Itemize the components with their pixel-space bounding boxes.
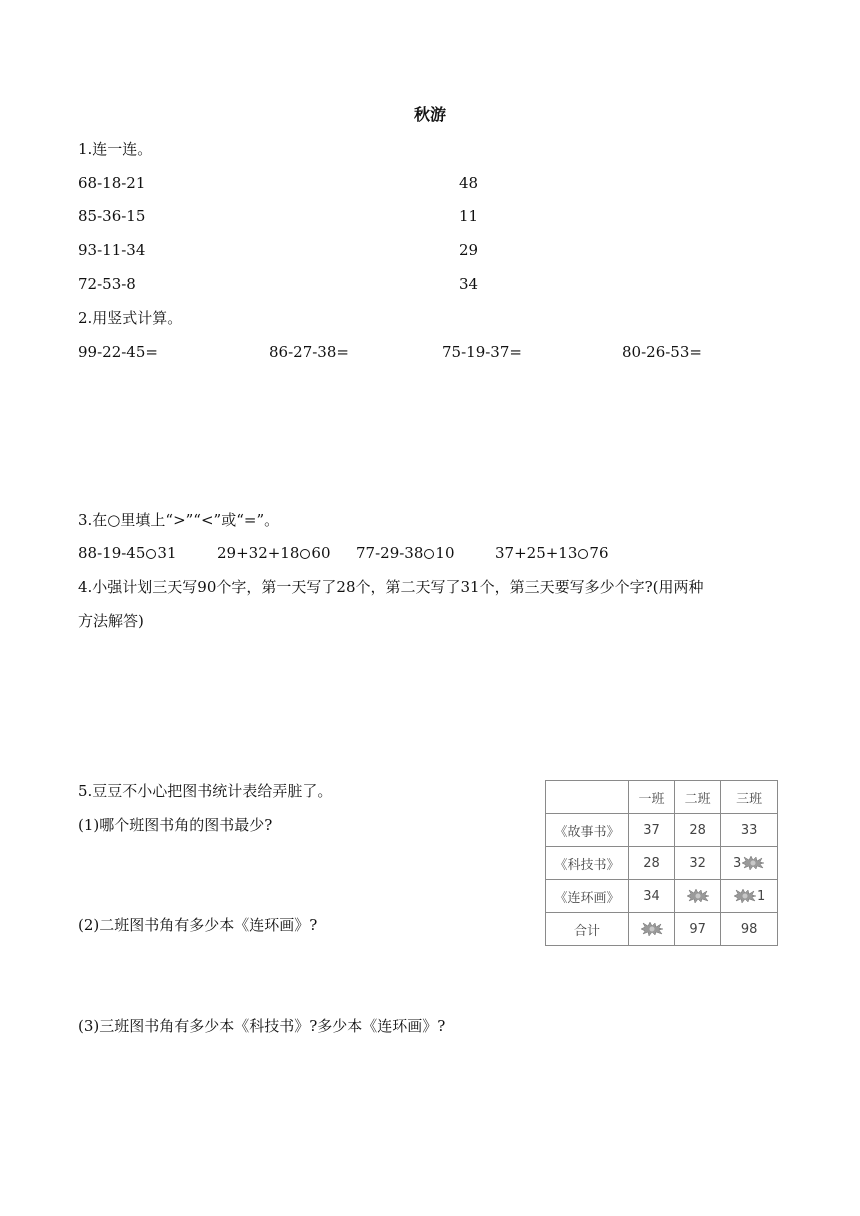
table-row — [546, 847, 778, 880]
table-row — [546, 913, 778, 946]
q2-item: 75-19-37= — [442, 343, 522, 361]
q5-sub-question-2: (2)二班图书角有多少本《连环画》? — [78, 916, 318, 934]
q1-right-item: 11 — [459, 207, 479, 225]
q1-right-item: 29 — [459, 241, 479, 259]
column-header: 二班 — [675, 781, 721, 814]
table-cell: 97 — [675, 913, 721, 946]
q3-item — [356, 543, 455, 563]
q3-value: 60 — [311, 544, 331, 562]
q4-text-continued: 方法解答) — [78, 612, 144, 630]
compare-circle[interactable] — [424, 549, 434, 559]
q4-text: 4.小强计划三天写90个字，第一天写了28个，第二天写了31个，第三天要写多少个字?(用两种 — [78, 578, 704, 596]
q5-sub-question-3: (3)三班图书角有多少本《科技书》?多少本《连环画》? — [78, 1017, 446, 1035]
q3-value: 10 — [435, 544, 455, 562]
q2-item: 80-26-53= — [622, 343, 702, 361]
table-cell-smudged — [675, 880, 721, 913]
q2-item: 99-22-45= — [78, 343, 158, 361]
table-cell-smudged — [721, 880, 778, 913]
table-cell-digit: 1 — [756, 888, 766, 904]
table-cell: 37 — [629, 814, 675, 847]
q1-left-item: 85-36-15 — [78, 207, 146, 225]
q2-label: 2.用竖式计算。 — [78, 309, 183, 327]
q3-item — [495, 543, 609, 563]
q1-right-item: 48 — [459, 174, 479, 192]
q3-expression: 37+25+13 — [495, 544, 578, 562]
table-header-row — [546, 781, 778, 814]
page-title: 秋游 — [413, 105, 446, 124]
column-header: 三班 — [721, 781, 778, 814]
q3-item — [78, 543, 177, 563]
q5-label: 5.豆豆不小心把图书统计表给弄脏了。 — [78, 782, 333, 800]
row-header: 合计 — [546, 913, 629, 946]
table-cell-smudged — [721, 847, 778, 880]
table-cell: 28 — [629, 847, 675, 880]
q1-left-item: 68-18-21 — [78, 174, 146, 192]
table-row — [546, 814, 778, 847]
q3-value: 76 — [589, 544, 609, 562]
q1-left-item: 93-11-34 — [78, 241, 146, 259]
q2-item: 86-27-38= — [269, 343, 349, 361]
ink-splat-icon — [741, 856, 765, 870]
ink-splat-icon — [733, 889, 757, 903]
table-cell: 28 — [675, 814, 721, 847]
table-row — [546, 880, 778, 913]
q5-sub-question-1: (1)哪个班图书角的图书最少? — [78, 816, 273, 834]
q3-expression: 77-29-38 — [356, 544, 424, 562]
table-cell-digit: 3 — [732, 855, 742, 871]
table-cell: 32 — [675, 847, 721, 880]
table-cell: 33 — [721, 814, 778, 847]
q1-right-item: 34 — [459, 275, 479, 293]
table-corner-cell — [546, 781, 629, 814]
book-stats-table — [545, 780, 778, 946]
q1-label: 1.连一连。 — [78, 140, 153, 158]
ink-splat-icon — [686, 889, 710, 903]
q3-label: 3.在○里填上“>”“<”或“=”。 — [78, 511, 280, 529]
compare-circle[interactable] — [146, 549, 156, 559]
table-cell: 34 — [629, 880, 675, 913]
q3-expression: 29+32+18 — [217, 544, 300, 562]
compare-circle[interactable] — [300, 549, 310, 559]
row-header: 《科技书》 — [546, 847, 629, 880]
row-header: 《故事书》 — [546, 814, 629, 847]
q3-item — [217, 543, 331, 563]
table-cell: 98 — [721, 913, 778, 946]
row-header: 《连环画》 — [546, 880, 629, 913]
q3-expression: 88-19-45 — [78, 544, 146, 562]
ink-splat-icon — [640, 922, 664, 936]
compare-circle[interactable] — [578, 549, 588, 559]
table-cell-smudged — [629, 913, 675, 946]
q1-left-item: 72-53-8 — [78, 275, 136, 293]
q3-value: 31 — [157, 544, 177, 562]
column-header: 一班 — [629, 781, 675, 814]
